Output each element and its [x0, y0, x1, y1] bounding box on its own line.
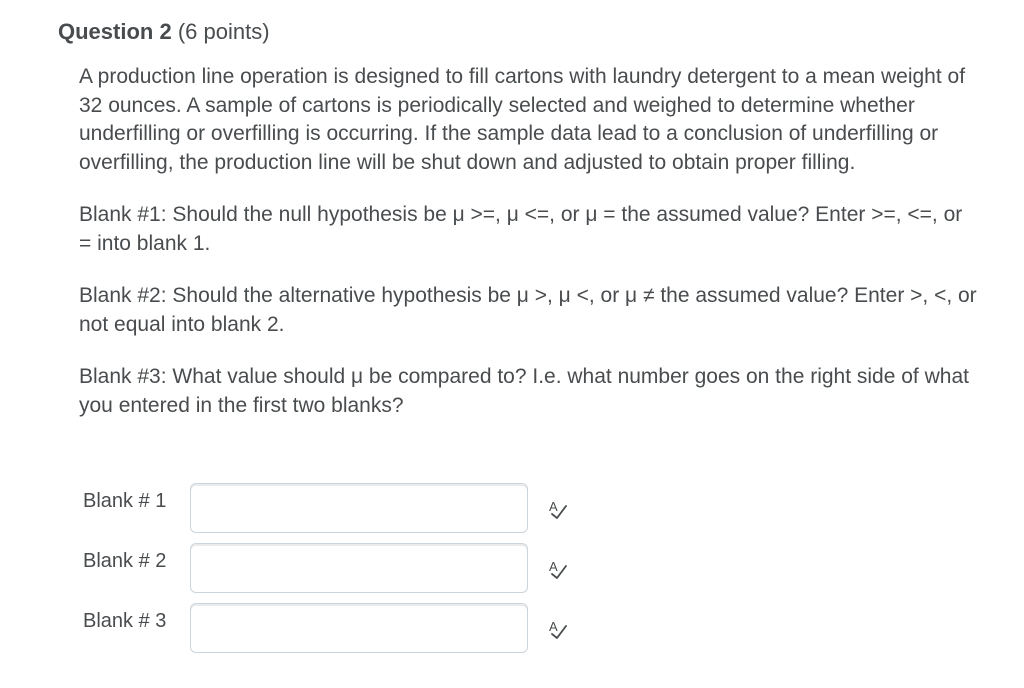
- blank-label-3: Blank # 3: [83, 610, 167, 632]
- svg-text:A: A: [549, 559, 558, 574]
- blank2-prompt: Blank #2: Should the alternative hypothesis be μ >, μ <, or μ ≠ the assumed value? Enter >, <, or not equal into blank 2.: [79, 284, 977, 336]
- blank-input-2[interactable]: [190, 543, 528, 593]
- spellcheck-icon[interactable]: [546, 617, 570, 641]
- svg-text:A: A: [549, 619, 558, 634]
- blank3-prompt: Blank #3: What value should μ be compared to? I.e. what number goes on the right side of what you entered in the first two blanks?: [79, 365, 969, 417]
- blank-label-2: Blank # 2: [83, 550, 167, 572]
- question-header: [58, 18, 270, 46]
- spellcheck-icon[interactable]: [546, 497, 570, 521]
- blank1-prompt: Blank #1: Should the null hypothesis be μ >=, μ <=, or μ = the assumed value? Enter >=, <=, or = into blank 1.: [79, 203, 963, 255]
- question-points: (6 points): [177, 19, 270, 44]
- blank-row-1: [83, 483, 583, 535]
- question-body: [79, 63, 979, 420]
- blank-input-3[interactable]: [190, 603, 528, 653]
- blank-label-1: Blank # 1: [83, 490, 167, 512]
- svg-text:A: A: [549, 499, 558, 514]
- blank-row-2: [83, 543, 583, 595]
- blank-row-3: [83, 603, 583, 655]
- question-title: Question 2: [58, 19, 172, 44]
- spellcheck-icon[interactable]: [546, 557, 570, 581]
- blank-input-1[interactable]: [190, 483, 528, 533]
- question-intro: A production line operation is designed to fill cartons with laundry detergent to a mean weight of 32 ounces. A sample of cartons is periodically selected and weighed to determine whether underfilling or overfilling is occurring. If the sample data lead to a conclusion of underfilling or overfilling, the production line will be shut down and adjusted to obtain proper filling.: [79, 65, 966, 174]
